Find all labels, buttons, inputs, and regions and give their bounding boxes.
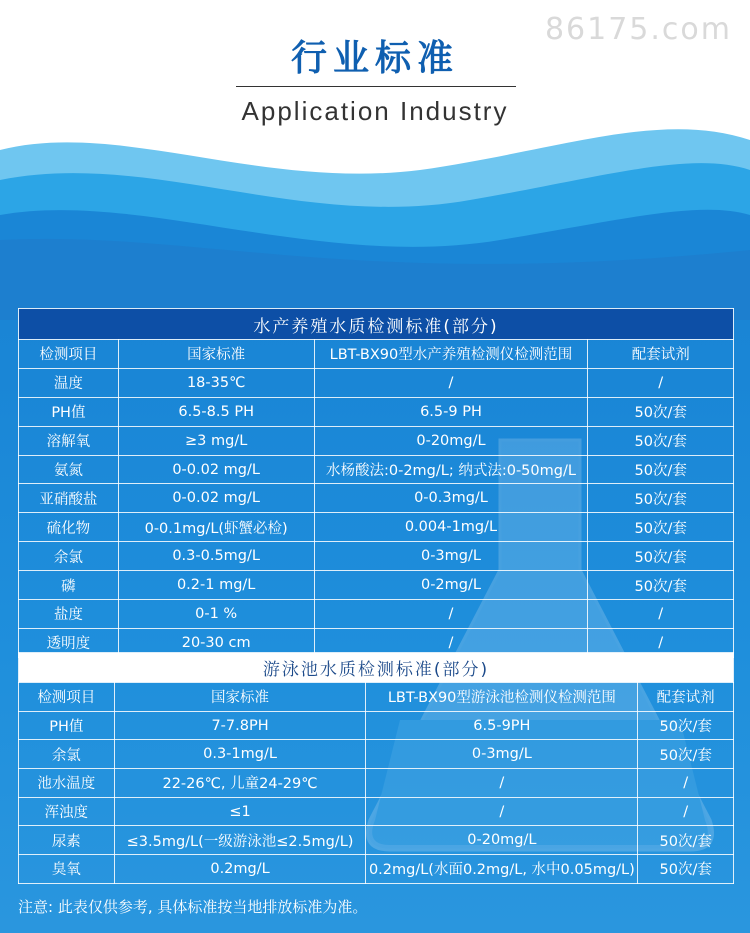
table-cell: 0.2mg/L(水面0.2mg/L, 水中0.05mg/L) — [366, 855, 638, 884]
table-cell: 尿素 — [19, 826, 115, 855]
table-cell: / — [588, 628, 734, 657]
pool-table-title: 游泳池水质检测标准(部分) — [19, 653, 734, 683]
table-cell: / — [366, 797, 638, 826]
table-cell: 50次/套 — [588, 542, 734, 571]
table-row — [19, 797, 734, 826]
table-cell: 池水温度 — [19, 769, 115, 798]
column-header: 国家标准 — [114, 683, 366, 712]
table-cell: 盐度 — [19, 600, 119, 629]
table-cell: / — [366, 769, 638, 798]
column-header: 配套试剂 — [638, 683, 734, 712]
table-cell: PH值 — [19, 711, 115, 740]
table-cell: 硫化物 — [19, 513, 119, 542]
table-cell: 0-3mg/L — [366, 740, 638, 769]
table-row — [19, 600, 734, 629]
table-cell: ≤1 — [114, 797, 366, 826]
table-cell: 18-35℃ — [118, 368, 314, 397]
table-cell: 0-1 % — [118, 600, 314, 629]
table-cell: ≤3.5mg/L(一级游泳池≤2.5mg/L) — [114, 826, 366, 855]
column-header: LBT-BX90型水产养殖检测仪检测范围 — [314, 340, 588, 369]
table-row — [19, 426, 734, 455]
table-cell: 6.5-9 PH — [314, 397, 588, 426]
table-cell: 50次/套 — [588, 513, 734, 542]
table-cell: 50次/套 — [638, 740, 734, 769]
table-cell: 50次/套 — [638, 711, 734, 740]
table-cell: / — [588, 600, 734, 629]
table-cell: 6.5-9PH — [366, 711, 638, 740]
table-cell: 50次/套 — [588, 484, 734, 513]
table-row — [19, 855, 734, 884]
table-cell: 0-0.3mg/L — [314, 484, 588, 513]
page-subtitle: Application Industry — [241, 96, 509, 126]
table-cell: 50次/套 — [588, 426, 734, 455]
table-cell: / — [588, 368, 734, 397]
table-cell: 水杨酸法:0-2mg/L; 纳式法:0-50mg/L — [314, 455, 588, 484]
table-row — [19, 368, 734, 397]
table-row — [19, 397, 734, 426]
table-cell: 亚硝酸盐 — [19, 484, 119, 513]
table-cell: 50次/套 — [588, 571, 734, 600]
table-cell: 0.3-0.5mg/L — [118, 542, 314, 571]
table-cell: 0.2-1 mg/L — [118, 571, 314, 600]
table-row — [19, 740, 734, 769]
table-cell: 磷 — [19, 571, 119, 600]
column-header: 国家标准 — [118, 340, 314, 369]
table-row — [19, 769, 734, 798]
table-cell: 温度 — [19, 368, 119, 397]
table-row — [19, 484, 734, 513]
column-header: 检测项目 — [19, 683, 115, 712]
table-cell: 0-0.02 mg/L — [118, 455, 314, 484]
table-cell: 20-30 cm — [118, 628, 314, 657]
table-cell: 氨氮 — [19, 455, 119, 484]
table-cell: 0.004-1mg/L — [314, 513, 588, 542]
table-cell: / — [314, 600, 588, 629]
table-row — [19, 571, 734, 600]
table-cell: 50次/套 — [588, 397, 734, 426]
title-divider — [236, 86, 516, 87]
aquaculture-standards-table — [18, 308, 734, 658]
table-cell: / — [638, 797, 734, 826]
table-header-row — [19, 340, 734, 369]
footnote: 注意: 此表仅供参考, 具体标准按当地排放标准为准。 — [18, 898, 368, 916]
table-row — [19, 826, 734, 855]
table-cell: 50次/套 — [638, 826, 734, 855]
table-header-row — [19, 683, 734, 712]
table-cell: 余氯 — [19, 542, 119, 571]
table-cell: 0-20mg/L — [366, 826, 638, 855]
table-cell: 50次/套 — [638, 855, 734, 884]
column-header: 检测项目 — [19, 340, 119, 369]
table-cell: 余氯 — [19, 740, 115, 769]
aquaculture-table-title: 水产养殖水质检测标准(部分) — [19, 309, 734, 340]
table-cell: 透明度 — [19, 628, 119, 657]
table-cell: 50次/套 — [588, 455, 734, 484]
table-cell: 7-7.8PH — [114, 711, 366, 740]
table-cell: 0.3-1mg/L — [114, 740, 366, 769]
table-cell: 0-3mg/L — [314, 542, 588, 571]
page-title: 行业标准 — [290, 38, 459, 79]
watermark: 86175.com — [544, 12, 732, 47]
table-cell: 浑浊度 — [19, 797, 115, 826]
table-row — [19, 455, 734, 484]
table-cell: 22-26℃, 儿童24-29℃ — [114, 769, 366, 798]
table-cell: 6.5-8.5 PH — [118, 397, 314, 426]
table-row — [19, 711, 734, 740]
table-cell: / — [638, 769, 734, 798]
table-cell: 0-20mg/L — [314, 426, 588, 455]
table-cell: / — [314, 628, 588, 657]
table-cell: 臭氧 — [19, 855, 115, 884]
table-cell: 0-0.1mg/L(虾蟹必检) — [118, 513, 314, 542]
table-cell: 溶解氧 — [19, 426, 119, 455]
table-cell: 0.2mg/L — [114, 855, 366, 884]
table-cell: / — [314, 368, 588, 397]
table-cell: ≥3 mg/L — [118, 426, 314, 455]
column-header: LBT-BX90型游泳池检测仪检测范围 — [366, 683, 638, 712]
table-row — [19, 513, 734, 542]
table-cell: 0-2mg/L — [314, 571, 588, 600]
column-header: 配套试剂 — [588, 340, 734, 369]
pool-standards-table — [18, 652, 734, 884]
table-row — [19, 542, 734, 571]
table-cell: 0-0.02 mg/L — [118, 484, 314, 513]
table-cell: PH值 — [19, 397, 119, 426]
